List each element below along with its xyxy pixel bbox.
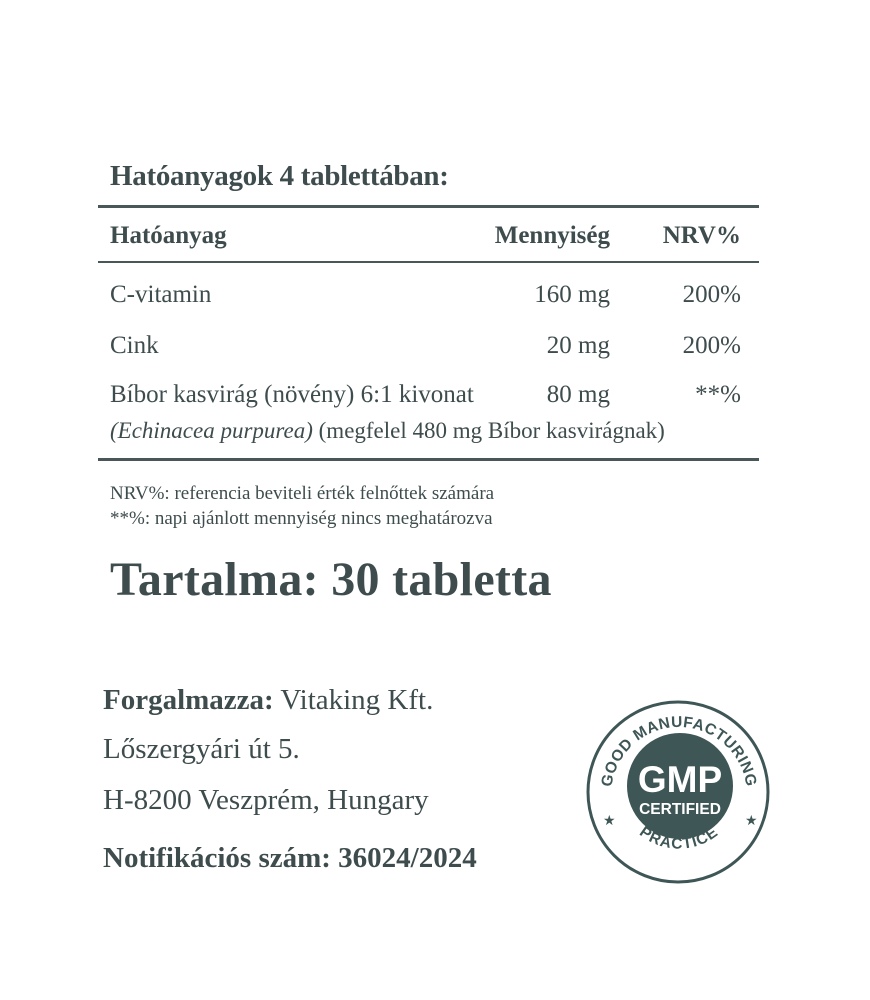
- table-header-rule: [98, 261, 759, 263]
- distributor-city: H-8200 Veszprém, Hungary: [103, 784, 429, 816]
- svg-text:PRACTICE: PRACTICE: [636, 823, 722, 853]
- table-header-amount: Mennyiség: [494, 222, 610, 249]
- row-amount: 20 mg: [546, 332, 610, 359]
- latin-name: (Echinacea purpurea): [110, 418, 313, 443]
- row-ingredient: C-vitamin: [110, 281, 212, 308]
- section-title: Hatóanyagok 4 tablettában:: [110, 160, 449, 192]
- row-nrv: **%: [695, 381, 741, 408]
- note-asterisk: **%: napi ajánlott mennyiség nincs meghatározva: [110, 508, 493, 529]
- row-ingredient: Bíbor kasvirág (növény) 6:1 kivonat: [110, 381, 474, 408]
- svg-text:GMP: GMP: [637, 759, 723, 800]
- svg-text:GOOD MANUFACTURING: GOOD MANUFACTURING: [598, 713, 760, 789]
- svg-text:CERTIFIED: CERTIFIED: [639, 801, 721, 818]
- row-ingredient: Cink: [110, 332, 159, 359]
- content-title: Tartalma: 30 tabletta: [110, 553, 552, 606]
- distributor-street: Lőszergyári út 5.: [103, 733, 300, 765]
- row-amount: 160 mg: [534, 281, 610, 308]
- distributor-name: Vitaking Kft.: [273, 684, 434, 716]
- row-nrv: 200%: [682, 281, 741, 308]
- svg-text:★: ★: [745, 813, 758, 829]
- note-nrv: NRV%: referencia beviteli érték felnőttek számára: [110, 483, 495, 504]
- row-amount: 80 mg: [546, 381, 610, 408]
- notification-number: Notifikációs szám: 36024/2024: [103, 842, 477, 874]
- svg-text:★: ★: [603, 813, 616, 829]
- gmp-certified-badge-icon: [585, 699, 773, 887]
- table-top-rule: [98, 205, 759, 208]
- row-nrv: 200%: [682, 332, 741, 359]
- distributor-label: Forgalmazza:: [103, 684, 274, 716]
- distributor-line: [103, 684, 433, 717]
- table-header-nrv: NRV%: [662, 222, 741, 249]
- table-bottom-rule: [98, 458, 759, 461]
- equivalent-text: (megfelel 480 mg Bíbor kasvirágnak): [312, 418, 665, 443]
- row-extra-line: [110, 418, 665, 444]
- table-header-ingredient: Hatóanyag: [110, 222, 227, 249]
